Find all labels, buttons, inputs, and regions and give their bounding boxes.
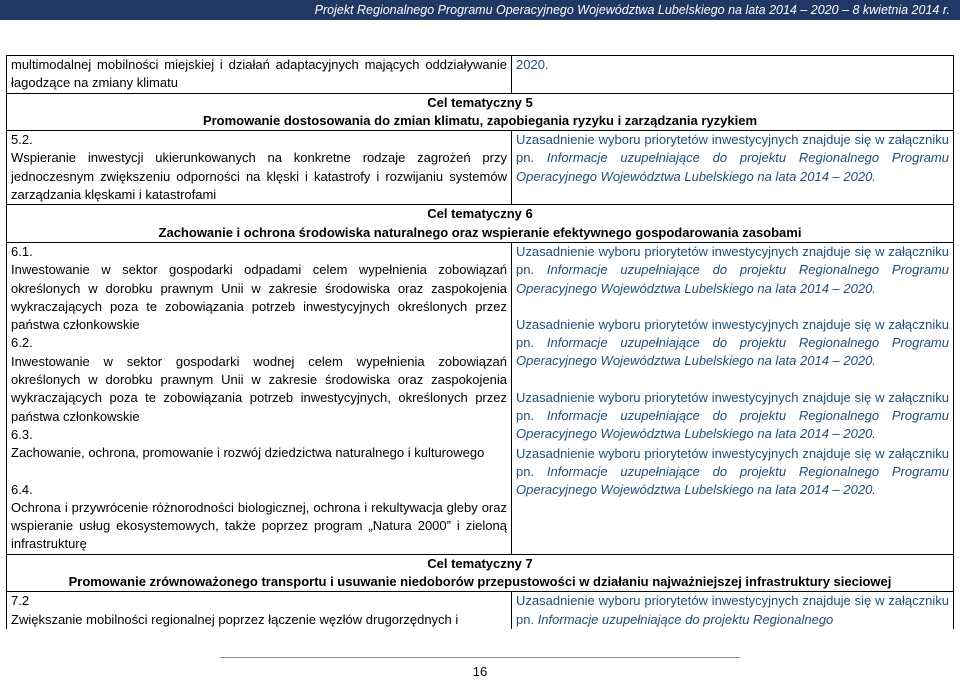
goal-header-row xyxy=(7,205,954,243)
goal-subtitle: Zachowanie i ochrona środowiska naturalnego oraz wspieranie efektywnego gospodarowania zasobami xyxy=(158,224,802,240)
table-row xyxy=(7,242,954,554)
table-row xyxy=(7,131,954,205)
goal-title: Cel tematyczny 6 xyxy=(427,206,533,222)
description-text: multimodalnej mobilności miejskiej i działań adaptacyjnych mających oddziaływanie łagodzące na zmiany klimatu xyxy=(11,57,507,91)
priority-code: 6.1. xyxy=(11,243,33,259)
description-text: Zwiększanie mobilności regionalnej poprzez łączenie węzłów drugorzędnych i xyxy=(11,611,459,627)
priority-code: 6.4. xyxy=(11,481,33,497)
description-text: Inwestowanie w sektor gospodarki wodnej celem wypełnienia zobowiązań określonych w dorobku prawnym Unii w zakresie środowiska oraz zaspokojenia wykraczających poza te zobowiązania potrzeb inwestycyjnych, określonych przez państwa członkowskie xyxy=(11,353,507,424)
spacer xyxy=(11,463,507,481)
description-text: Ochrona i przywrócenie różnorodności biologicznej, ochrona i rekultywacja gleby oraz wspieranie usług ekosystemowych, także poprzez program „Natura 2000” i zieloną infrastrukturę xyxy=(11,499,507,552)
goal-header xyxy=(7,554,954,592)
spacer xyxy=(516,298,949,316)
goal-subtitle: Promowanie dostosowania do zmian klimatu, zapobiegania ryzyku i zarządzania ryzykiem xyxy=(202,112,758,128)
priority-code: 5.2. xyxy=(11,132,33,148)
row-description xyxy=(7,56,512,94)
goal-header xyxy=(7,93,954,131)
justification-italic: Informacje uzupełniające do projektu Regionalnego Programu Operacyjnego Województwa Lubelskiego na lata 2014 – 2020. xyxy=(516,150,949,184)
footer-divider xyxy=(220,657,740,658)
justification-text: 2020. xyxy=(516,57,549,72)
goal-title: Cel tematyczny 5 xyxy=(427,94,533,110)
row-justification xyxy=(512,131,954,205)
justification-text: Uzasadnienie wyboru priorytetów inwestycyjnych znajduje się w załączniku pn. xyxy=(516,132,949,166)
description-text: Wspieranie inwestycji ukierunkowanych na konkretne rodzaje zagrożeń przy jednoczesnym zwiększeniu odporności na klęski i katastrofy i rozwijaniu systemów zarządzania klęskami i katastrofami xyxy=(11,150,507,203)
page-header xyxy=(0,0,960,20)
spacer xyxy=(516,444,949,445)
justification-text: Uzasadnienie wyboru priorytetów inwestycyjnych znajduje się w załączniku pn. xyxy=(516,389,949,424)
goal-subtitle: Promowanie zrównoważonego transportu i usuwanie niedoborów przepustowości w działaniu najważniejszej infrastruktury sieciowej xyxy=(68,574,892,590)
goal-header-row xyxy=(7,554,954,592)
row-justification xyxy=(512,242,954,554)
priority-code: 7.2 xyxy=(11,593,30,609)
priority-code: 6.3. xyxy=(11,426,33,442)
description-text: Zachowanie, ochrona, promowanie i rozwój dziedzictwa naturalnego i kulturowego xyxy=(11,445,485,461)
priority-code: 6.2. xyxy=(11,335,33,351)
table-row xyxy=(7,56,954,94)
row-description xyxy=(7,592,512,629)
justification-italic: Informacje uzupełniające do projektu Regionalnego Programu Operacyjnego Województwa Lubelskiego na lata 2014 – 2020. xyxy=(516,463,949,498)
table-row xyxy=(7,592,954,629)
spacer xyxy=(516,371,949,389)
row-description xyxy=(7,242,512,554)
goal-header xyxy=(7,205,954,243)
page-number: 16 xyxy=(472,664,488,679)
justification-text: Uzasadnienie wyboru priorytetów inwestycyjnych znajduje się w załączniku pn. xyxy=(516,243,949,278)
row-justification xyxy=(512,56,954,94)
justification-text: Uzasadnienie wyboru priorytetów inwestycyjnych znajduje się w załączniku pn. xyxy=(516,593,949,627)
justification-text: Uzasadnienie wyboru priorytetów inwestycyjnych znajduje się w załączniku pn. xyxy=(516,445,949,479)
goal-header-row xyxy=(7,93,954,131)
row-justification xyxy=(512,592,954,629)
description-text: Inwestowanie w sektor gospodarki odpadami celem wypełnienia zobowiązań określonych w dorobku prawnym Unii w zakresie środowiska oraz zaspokojenia wykraczających poza te zobowiązania potrzeb inwestycyjnych określonych przez państwa członkowskie xyxy=(11,262,507,333)
justification-italic: Informacje uzupełniające do projektu Regionalnego xyxy=(537,611,834,627)
goal-title: Cel tematyczny 7 xyxy=(427,555,533,571)
priorities-table xyxy=(6,55,954,629)
justification-italic: Informacje uzupełniające do projektu Regionalnego Programu Operacyjnego Województwa Lubelskiego na lata 2014 – 2020. xyxy=(516,408,949,442)
justification-text: Uzasadnienie wyboru priorytetów inwestycyjnych znajduje się w załączniku pn. xyxy=(516,316,949,351)
header-text: Projekt Regionalnego Programu Operacyjnego Województwa Lubelskiego na lata 2014 – 2020 – 8 kwietnia 2014 r. xyxy=(314,3,950,17)
justification-italic: Informacje uzupełniające do projektu Regionalnego Programu Operacyjnego Województwa Lubelskiego na lata 2014 – 2020. xyxy=(516,335,949,369)
row-description xyxy=(7,131,512,205)
justification-italic: Informacje uzupełniające do projektu Regionalnego Programu Operacyjnego Województwa Lubelskiego na lata 2014 – 2020. xyxy=(516,262,949,296)
